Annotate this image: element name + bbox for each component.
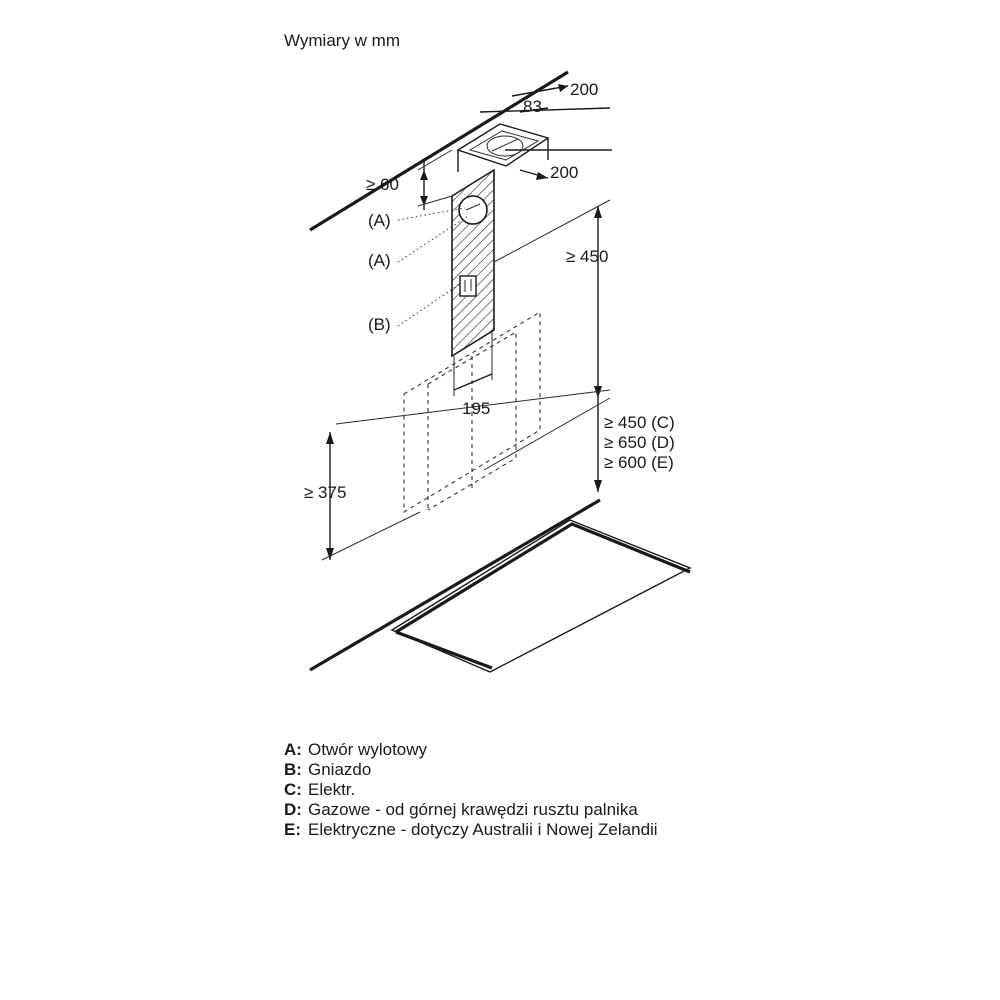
label-375: ≥ 375 xyxy=(304,483,347,502)
label-200-top: 200 xyxy=(570,80,599,99)
callout-a1: (A) xyxy=(368,211,391,230)
socket xyxy=(460,276,476,296)
legend-item xyxy=(284,800,704,820)
legend-text: Gniazdo xyxy=(308,760,372,779)
label-195: 195 xyxy=(462,399,491,418)
outlet-opening xyxy=(459,196,487,224)
legend-text: Gazowe - od górnej krawędzi rusztu palnika xyxy=(308,800,638,819)
label-60: ≥ 60 xyxy=(366,175,399,194)
legend-item xyxy=(284,740,704,760)
callout-a2: (A) xyxy=(368,251,391,270)
label-83: 83 xyxy=(523,97,542,116)
legend-key: D: xyxy=(284,800,302,819)
legend-item xyxy=(284,820,704,840)
dim-right-stack xyxy=(484,398,610,492)
label-650d: ≥ 650 (D) xyxy=(604,433,675,452)
label-450c: ≥ 450 (C) xyxy=(604,413,675,432)
diagram-title: Wymiary w mm xyxy=(284,31,400,50)
legend-key: C: xyxy=(284,780,302,799)
legend-key: A: xyxy=(284,740,302,759)
legend-item xyxy=(284,760,704,780)
legend-key: E: xyxy=(284,820,301,839)
legend-key: B: xyxy=(284,760,302,779)
legend xyxy=(284,740,704,840)
wall-zone xyxy=(452,170,494,356)
callout-b: (B) xyxy=(368,315,391,334)
legend-item xyxy=(284,780,704,800)
countertop xyxy=(310,500,690,672)
legend-text: Elektryczne - dotyczy Australii i Nowej Zelandii xyxy=(308,820,658,839)
legend-text: Otwór wylotowy xyxy=(308,740,428,759)
label-200-side: 200 xyxy=(550,163,579,182)
label-600e: ≥ 600 (E) xyxy=(604,453,674,472)
legend-text: Elektr. xyxy=(308,780,356,799)
label-450: ≥ 450 xyxy=(566,247,609,266)
